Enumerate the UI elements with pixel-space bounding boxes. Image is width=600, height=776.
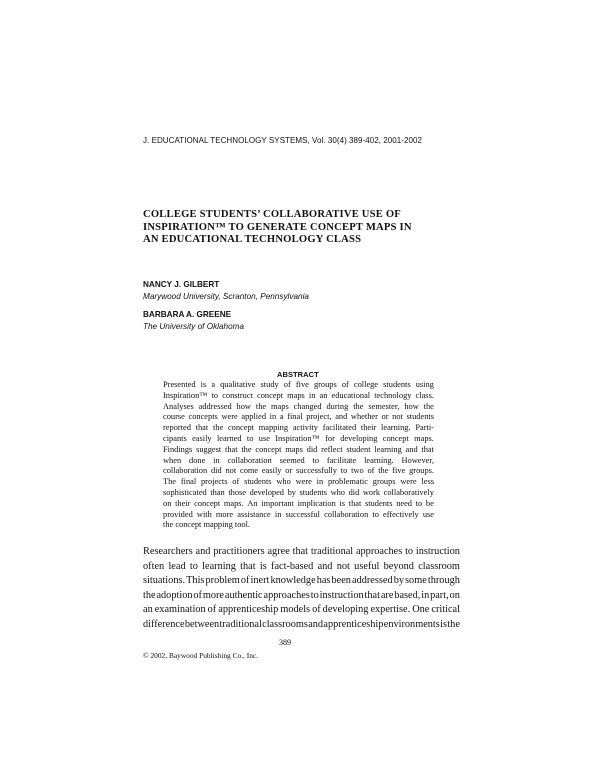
- paper-title: [143, 209, 463, 247]
- body-line: situations. This problem of inert knowledge has been addressed by some through: [143, 575, 460, 587]
- body-line: often lead to learning that is fact-based and not useful beyond classroom: [143, 560, 460, 572]
- abstract-line: The final projects of students who were in problematic groups were less: [163, 477, 434, 487]
- abstract-line: Findings suggest that the concept maps did reflect student learning and that: [163, 444, 434, 454]
- title-line: INSPIRATION™ TO GENERATE CONCEPT MAPS IN: [143, 221, 412, 233]
- abstract-body: [163, 380, 434, 531]
- abstract-line: reported that the concept mapping activity facilitated their learning. Parti-: [163, 423, 434, 433]
- body-text: [143, 545, 460, 633]
- body-line: an examination of apprenticeship models of developing expertise. One critical: [143, 604, 460, 616]
- abstract-line: Analyses addressed how the maps changed during the semester, how the: [163, 401, 434, 411]
- abstract-line: Inspiration™ to construct concept maps in an educational technology class.: [163, 390, 434, 400]
- title-line: AN EDUCATIONAL TECHNOLOGY CLASS: [143, 234, 362, 245]
- body-line: Researchers and practitioners agree that traditional approaches to instruction: [143, 546, 460, 557]
- abstract-line: collaboration did not come easily or successfully to two of the five groups.: [163, 466, 434, 476]
- abstract-line: course concepts were applied in a final project, and whether or not students: [163, 412, 434, 422]
- abstract-line: sophisticated than those developed by students who did work collaboratively: [163, 487, 434, 497]
- journal-header: J. EDUCATIONAL TECHNOLOGY SYSTEMS, Vol. 30(4) 389-402, 2001-2002: [143, 136, 423, 145]
- abstract-line: Presented is a qualitative study of five groups of college students using: [163, 380, 434, 389]
- page-number: 389: [279, 638, 291, 647]
- copyright-notice: © 2002, Baywood Publishing Co., Inc.: [143, 651, 259, 660]
- body-line: the adoption of more authentic approaches to instruction that are based, in part, on: [143, 589, 460, 601]
- author-name: NANCY J. GILBERT: [143, 280, 220, 289]
- author-name: BARBARA A. GREENE: [143, 310, 232, 319]
- author-affiliation: Marywood University, Scranton, Pennsylvania: [143, 292, 309, 301]
- abstract-line: when done in collaboration seemed to facilitate learning. However,: [163, 455, 434, 465]
- title-line: COLLEGE STUDENTS’ COLLABORATIVE USE OF: [143, 209, 401, 220]
- abstract-line: provided with more assistance in successful collaboration to effectively use: [163, 509, 434, 519]
- abstract-heading: ABSTRACT: [277, 370, 319, 379]
- abstract-line: cipants easily learned to use Inspiration™ for developing concept maps.: [163, 433, 434, 443]
- abstract-line: the concept mapping tool.: [163, 520, 250, 530]
- author-affiliation: The University of Oklahoma: [143, 322, 245, 331]
- body-line: difference between traditional classrooms and apprenticeship environments is the: [143, 618, 460, 630]
- abstract-line: on their concept maps. An important implication is that students need to be: [163, 498, 434, 508]
